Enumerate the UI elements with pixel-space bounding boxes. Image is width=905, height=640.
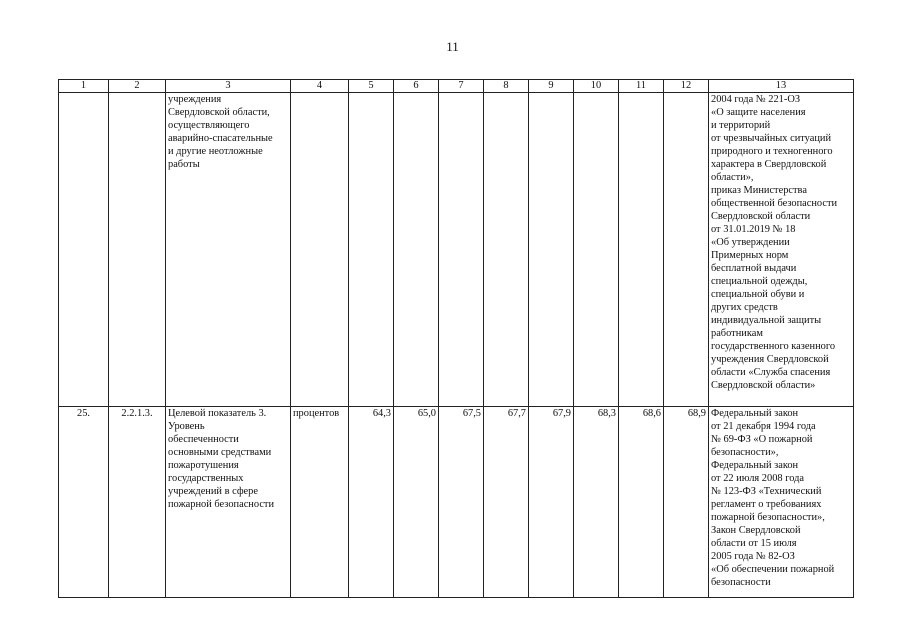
text-line: осуществляющего: [168, 120, 250, 131]
text-line: от чрезвычайных ситуаций: [711, 133, 832, 144]
text-line: бесплатной выдачи: [711, 263, 797, 274]
text-line: Примерных норм: [711, 250, 789, 261]
table-cell: [574, 93, 619, 407]
text-line: учреждения: [168, 94, 222, 105]
text-line: 2004 года № 221-ОЗ: [711, 94, 801, 105]
text-line: «Об обеспечении пожарной: [711, 564, 835, 575]
text-line: «О защите населения: [711, 107, 806, 118]
text-line: области»,: [711, 172, 754, 183]
table-cell: [394, 93, 439, 407]
text-line: и другие неотложные: [168, 146, 263, 157]
value-cell: 68,6: [619, 407, 664, 598]
column-number: 11: [619, 80, 664, 93]
source-document-cell: [709, 407, 854, 598]
text-line: пожарной безопасности: [168, 499, 275, 510]
text-line: характера в Свердловской: [711, 159, 827, 170]
text-line: государственного казенного: [711, 341, 836, 352]
column-number: 5: [349, 80, 394, 93]
value-cell: 68,9: [664, 407, 709, 598]
text-line: Федеральный закон: [711, 460, 799, 471]
text-line: регламент о требованиях: [711, 499, 822, 510]
text-line: приказ Министерства: [711, 185, 807, 196]
text-line: безопасности»,: [711, 447, 779, 458]
unit-cell: процентов: [291, 407, 349, 598]
text-line: индивидуальной защиты: [711, 315, 822, 326]
text-line: безопасности: [711, 577, 771, 588]
text-line: от 22 июля 2008 года: [711, 473, 804, 484]
indicator-name-cell: [166, 407, 291, 598]
value-cell: 67,9: [529, 407, 574, 598]
column-number: 8: [484, 80, 529, 93]
text-line: других средств: [711, 302, 778, 313]
text-line: № 69-ФЗ «О пожарной: [711, 434, 813, 445]
value-cell: 67,7: [484, 407, 529, 598]
text-line: специальной обуви и: [711, 289, 805, 300]
text-line: работы: [168, 159, 200, 170]
table-row-continuation: [59, 93, 854, 407]
text-line: учреждений в сфере: [168, 486, 258, 497]
indicator-name-cell: [166, 93, 291, 407]
text-line: Федеральный закон: [711, 408, 799, 419]
text-line: Целевой показатель 3.: [168, 408, 267, 419]
table-cell: [529, 93, 574, 407]
text-line: государственных: [168, 473, 244, 484]
value-cell: 65,0: [394, 407, 439, 598]
value-cell: 67,5: [439, 407, 484, 598]
text-line: аварийно-спасательные: [168, 133, 273, 144]
text-line: учреждения Свердловской: [711, 354, 829, 365]
text-line: Свердловской области,: [168, 107, 270, 118]
text-line: пожарной безопасности»,: [711, 512, 825, 523]
column-number: 4: [291, 80, 349, 93]
column-number: 3: [166, 80, 291, 93]
column-number: 12: [664, 80, 709, 93]
table-cell: [439, 93, 484, 407]
text-line: общественной безопасности: [711, 198, 838, 209]
item-code-cell: 2.2.1.3.: [109, 407, 166, 598]
text-line: природного и техногенного: [711, 146, 833, 157]
table-cell: [291, 93, 349, 407]
text-line: Уровень: [168, 421, 205, 432]
text-line: области от 15 июля: [711, 538, 797, 549]
table-cell: [59, 93, 109, 407]
table-cell: [619, 93, 664, 407]
text-line: специальной одежды,: [711, 276, 808, 287]
text-line: обеспеченности: [168, 434, 239, 445]
text-line: от 21 декабря 1994 года: [711, 421, 816, 432]
text-line: Закон Свердловской: [711, 525, 801, 536]
column-number: 13: [709, 80, 854, 93]
row-number-cell: 25.: [59, 407, 109, 598]
text-line: Свердловской области: [711, 211, 811, 222]
page-number: 11: [446, 39, 459, 54]
table-cell: [349, 93, 394, 407]
value-cell: 64,3: [349, 407, 394, 598]
column-number: 2: [109, 80, 166, 93]
text-line: работникам: [711, 328, 763, 339]
column-number-row: [59, 80, 854, 93]
column-number: 9: [529, 80, 574, 93]
text-line: «Об утверждении: [711, 237, 790, 248]
value-cell: 68,3: [574, 407, 619, 598]
source-document-cell: [709, 93, 854, 407]
text-line: основными средствами: [168, 447, 272, 458]
indicators-table: [58, 79, 854, 598]
table-cell: [109, 93, 166, 407]
text-line: области «Служба спасения: [711, 367, 831, 378]
text-line: и территорий: [711, 120, 771, 131]
text-line: от 31.01.2019 № 18: [711, 224, 796, 235]
text-line: пожаротушения: [168, 460, 239, 471]
column-number: 1: [59, 80, 109, 93]
table-row-25: [59, 407, 854, 598]
text-line: Свердловской области»: [711, 380, 816, 391]
column-number: 6: [394, 80, 439, 93]
column-number: 10: [574, 80, 619, 93]
table-cell: [484, 93, 529, 407]
table-cell: [664, 93, 709, 407]
text-line: № 123-ФЗ «Технический: [711, 486, 822, 497]
column-number: 7: [439, 80, 484, 93]
text-line: 2005 года № 82-ОЗ: [711, 551, 795, 562]
